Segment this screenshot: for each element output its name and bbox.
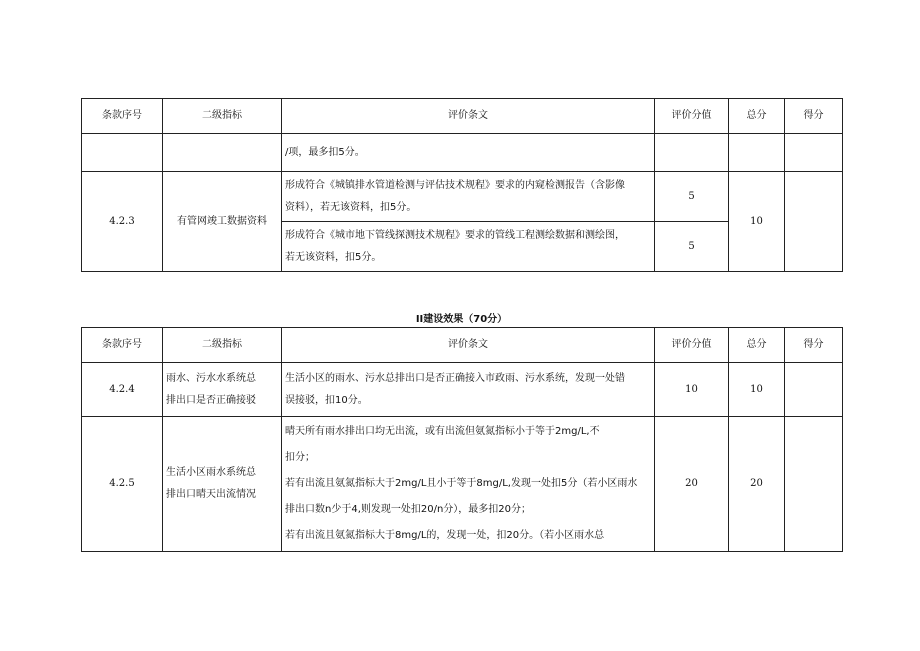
cell-indicator-423: 有管网竣工数据资料 xyxy=(163,172,282,272)
table-header-row xyxy=(82,99,843,134)
header-earned: 得分 xyxy=(785,328,843,363)
table-row-423a xyxy=(82,172,843,222)
text-line: 晴天所有雨水排出口均无出流，或有出流但氨氮指标小于等于2mg/L,不 xyxy=(285,426,600,437)
header-secondary-indicator: 二级指标 xyxy=(163,99,282,134)
cell-empty xyxy=(655,134,729,172)
cell-indicator-425 xyxy=(163,417,282,552)
header-total: 总分 xyxy=(729,99,785,134)
cell-score-424: 10 xyxy=(655,363,729,417)
cell-text-425 xyxy=(282,417,655,552)
cell-empty xyxy=(163,134,282,172)
header-evaluation-text: 评价条文 xyxy=(282,99,655,134)
text-line: 排出口是否正确接驳 xyxy=(166,394,256,406)
text-line: 资料），若无该资料，扣5分。 xyxy=(285,201,417,213)
cell-earned-424 xyxy=(785,363,843,417)
table-row-425 xyxy=(82,417,843,552)
cell-text-424 xyxy=(282,363,655,417)
cell-clause-425: 4.2.5 xyxy=(82,417,163,552)
cell-total-424: 10 xyxy=(729,363,785,417)
text-line: 排出口晴天出流情况 xyxy=(166,489,256,500)
text-line: 形成符合《城镇排水管道检测与评估技术规程》要求的内窥检测报告（含影像 xyxy=(285,179,625,191)
text-line: 若有出流且氨氮指标大于2mg/L且小于等于8mg/L,发现一处扣5分（若小区雨水 xyxy=(285,478,638,489)
header-earned: 得分 xyxy=(785,99,843,134)
cell-continuation-text: /项，最多扣5分。 xyxy=(282,134,655,172)
text-line: 形成符合《城市地下管线探测技术规程》要求的管线工程测绘数据和测绘图， xyxy=(285,229,625,241)
cell-empty xyxy=(785,134,843,172)
table-row-continuation xyxy=(82,134,843,172)
cell-text-423b xyxy=(282,222,655,272)
table-row-424 xyxy=(82,363,843,417)
cell-empty xyxy=(729,134,785,172)
cell-total-423: 10 xyxy=(729,172,785,272)
header-clause-no: 条款序号 xyxy=(82,99,163,134)
text-line: 扣分； xyxy=(285,452,315,463)
evaluation-table-1 xyxy=(81,98,843,272)
evaluation-table-2 xyxy=(81,327,843,552)
cell-indicator-424 xyxy=(163,363,282,417)
cell-score-425: 20 xyxy=(655,417,729,552)
header-secondary-indicator: 二级指标 xyxy=(163,328,282,363)
header-eval-score: 评价分值 xyxy=(655,328,729,363)
header-eval-score: 评价分值 xyxy=(655,99,729,134)
cell-earned-423 xyxy=(785,172,843,272)
cell-clause-423: 4.2.3 xyxy=(82,172,163,272)
text-line: 生活小区雨水系统总 xyxy=(166,467,256,478)
cell-earned-425 xyxy=(785,417,843,552)
header-evaluation-text: 评价条文 xyxy=(282,328,655,363)
text-line: 雨水、污水水系统总 xyxy=(166,372,256,384)
text-line: 若无该资料，扣5分。 xyxy=(285,251,382,263)
table-header-row xyxy=(82,328,843,363)
header-clause-no: 条款序号 xyxy=(82,328,163,363)
section-title: II建设效果（70分） xyxy=(415,314,508,325)
cell-total-425: 20 xyxy=(729,417,785,552)
cell-text-423a xyxy=(282,172,655,222)
cell-clause-424: 4.2.4 xyxy=(82,363,163,417)
text-line: 排出口数n少于4,则发现一处扣20/n分），最多扣20分； xyxy=(285,504,532,515)
text-line: 误接驳，扣10分。 xyxy=(285,394,368,406)
header-total: 总分 xyxy=(729,328,785,363)
text-line: 生活小区的雨水、污水总排出口是否正确接入市政雨、污水系统，发现一处错 xyxy=(285,372,625,384)
cell-score-423a: 5 xyxy=(655,172,729,222)
cell-empty xyxy=(82,134,163,172)
cell-score-423b: 5 xyxy=(655,222,729,272)
text-line: 若有出流且氨氮指标大于8mg/L的，发现一处，扣20分。（若小区雨水总 xyxy=(285,530,605,541)
